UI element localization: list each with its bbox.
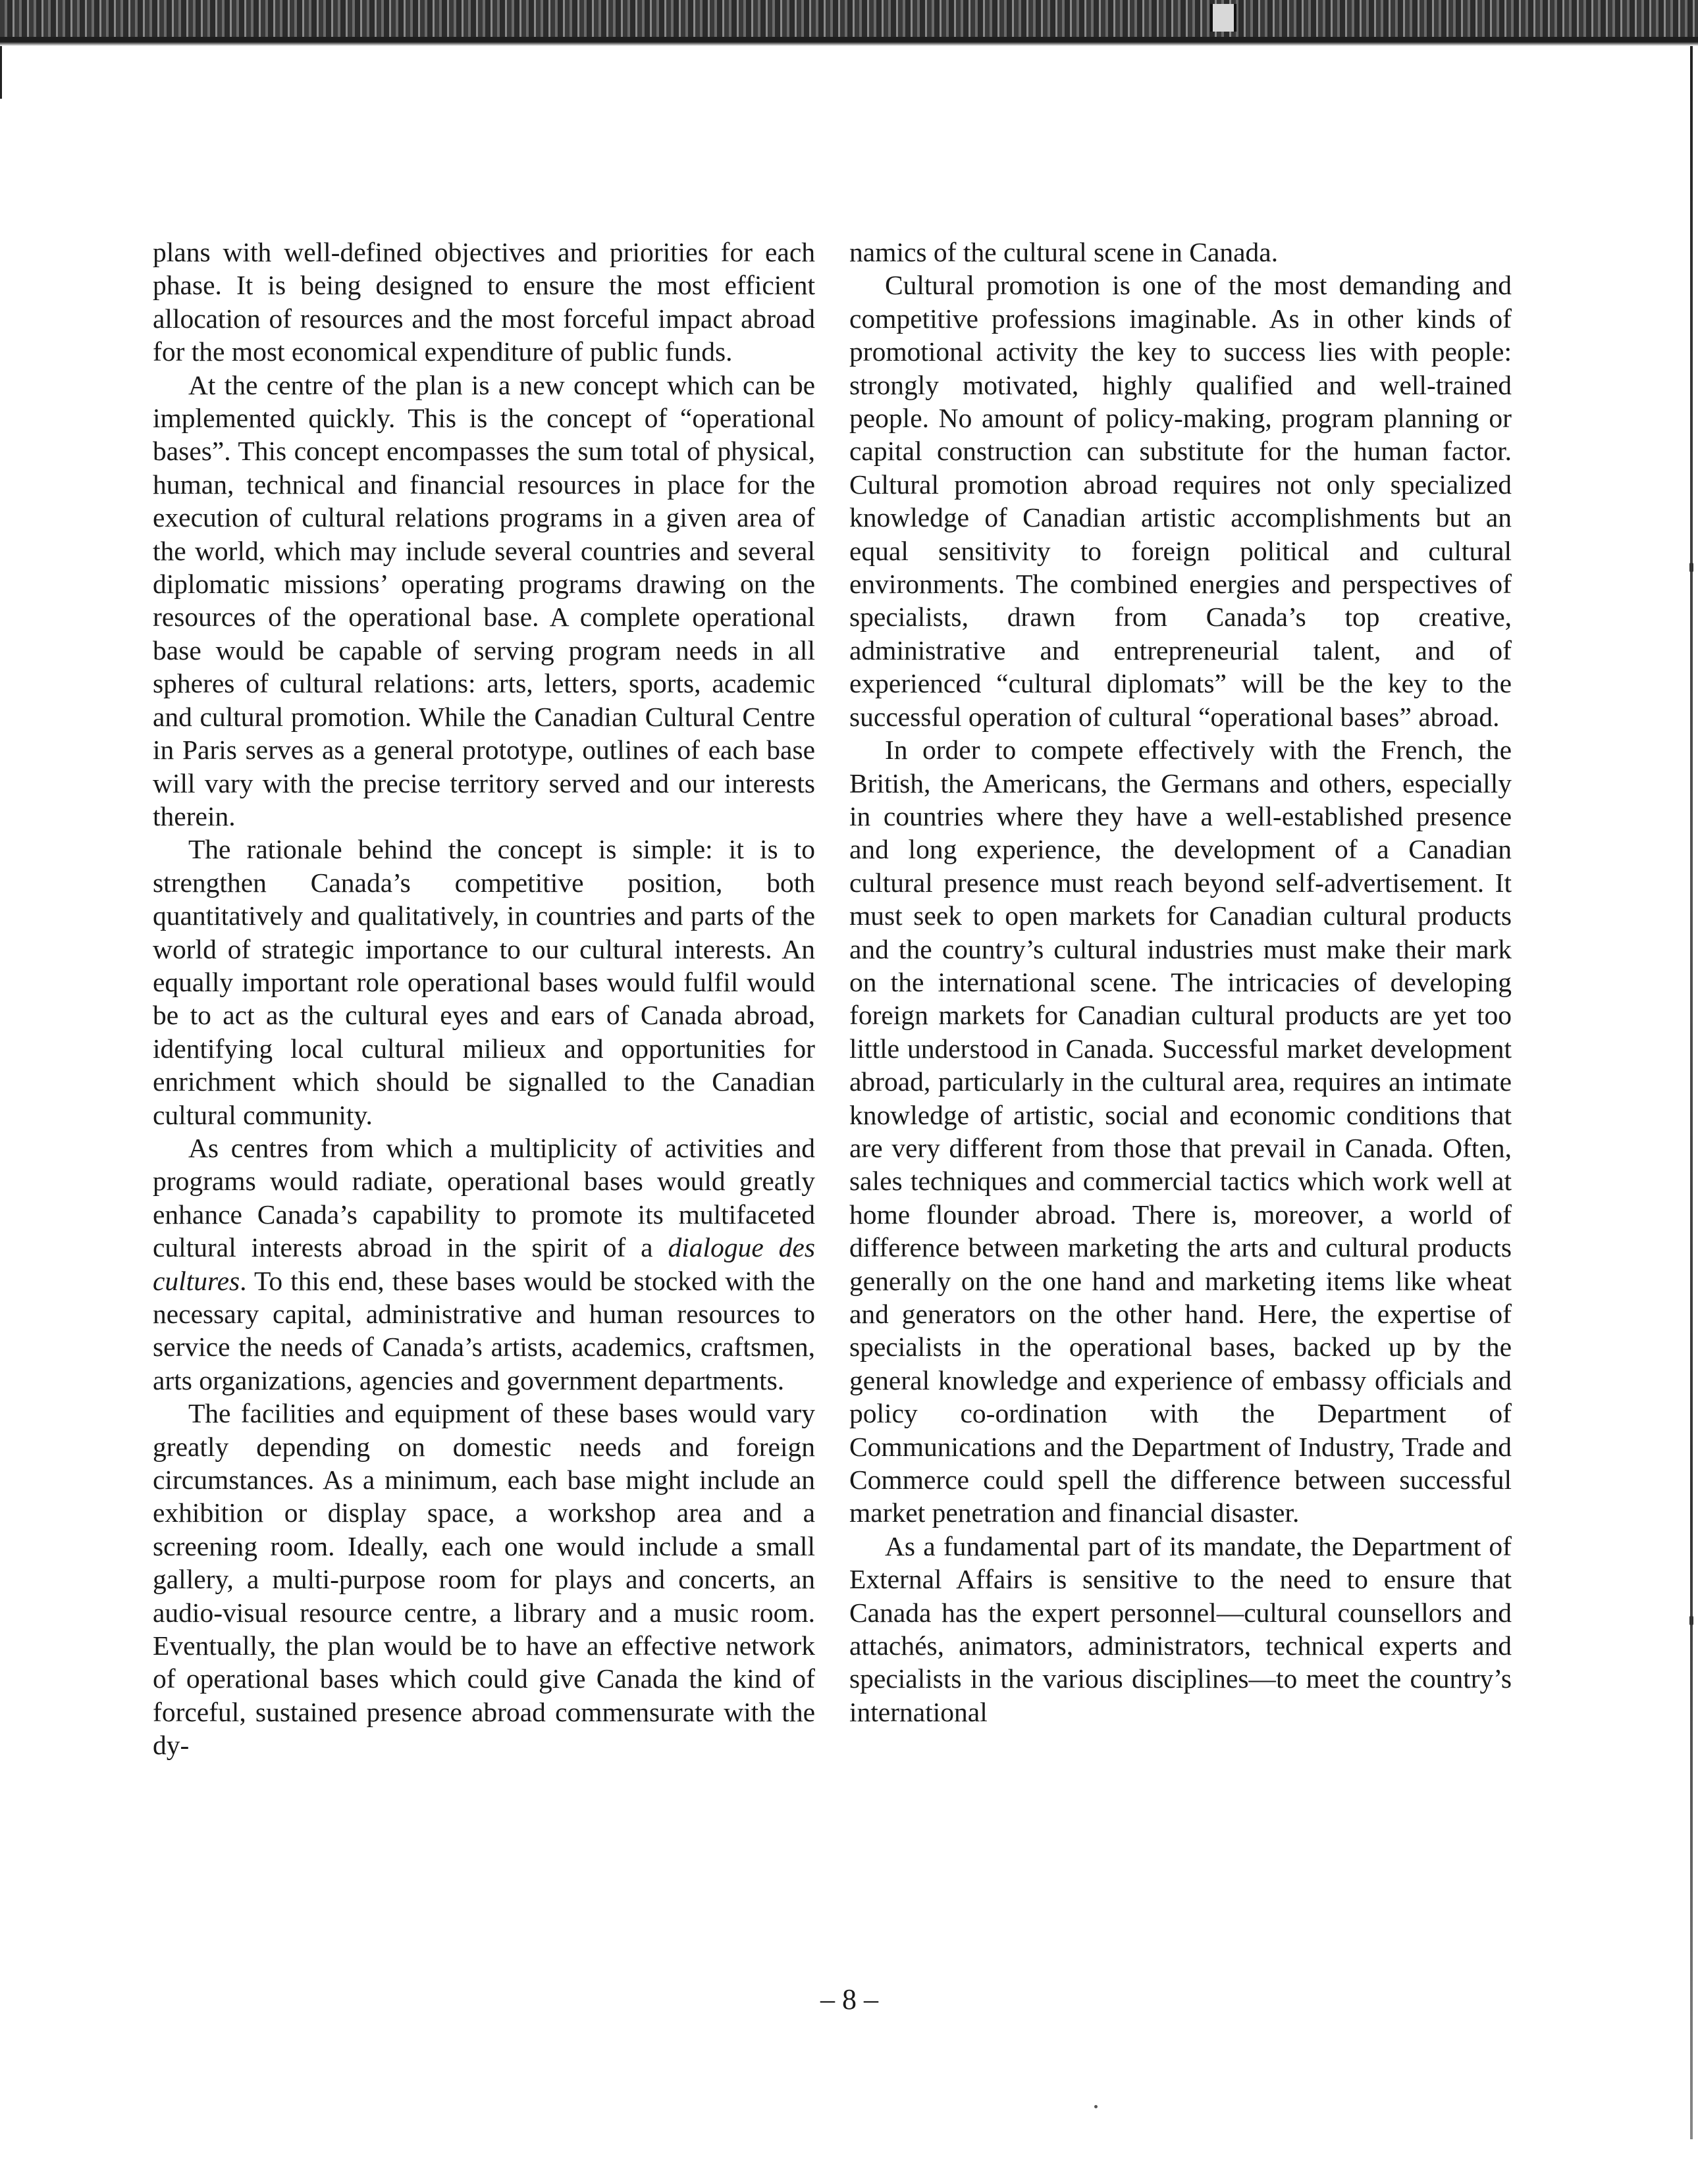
paragraph: At the centre of the plan is a new concept which can be implemented quickly. This is the concept of “operational bases”. This concept encompasses the sum total of physical, human, technical and financial resources in place for the execution of cultural relations programs in a given area of the world, which may include several countries and several diplomatic missions’ operating programs drawing on the resources of the operational base. A complete operational base would be capable of serving program needs in all spheres of cultural relations: arts, letters, sports, academic and cultural promotion. While the Canadian Cultural Centre in Paris serves as a general prototype, outlines of each base will vary with the precise territory served and our interests therein.: [153, 369, 815, 831]
page-number: – 8 –: [820, 1983, 878, 2015]
paragraph: In order to compete effectively with the French, the British, the Americans, the Germans and others, especially in countries where they have a well-established presence and long experience, the development of a Canadian cultural presence must reach beyond self-advertisement. It must seek to open markets for Canadian cultural products and the country’s cultural industries must make their mark on the international scene. The intricacies of developing foreign markets for Canadian cultural products are yet too little understood in Canada. Successful market development abroad, particularly in the cultural area, requires an intimate knowledge of artistic, social and economic conditions that are very different from those that prevail in Canada. Often, sales techniques and commercial tactics which work well at home flounder abroad. There is, moreover, a world of difference between marketing the arts and cultural products generally on the one hand and marketing items like wheat and generators on the other hand. Here, the expertise of specialists in the operational bases, backed up by the general knowledge and experience of embassy officials and policy co-ordination with the Department of Communications and the Department of Industry, Trade and Commerce could spell the difference between successful market penetration and financial disaster.: [849, 735, 1512, 1528]
scan-speck: [1689, 1616, 1693, 1625]
paragraph: plans with well-defined objectives and priorities for each phase. It is being designed to ensure the most efficient allocation of resources and the most forceful impact abroad for the most economical expenditure of public funds.: [153, 237, 815, 367]
italic-phrase: dialogue des cultures: [153, 1232, 815, 1296]
scan-artifact-mark: [1210, 4, 1236, 32]
paragraph: The facilities and equipment of these bases would vary greatly depending on domestic needs and foreign circumstances. As a minimum, each base might include an exhibition or display space, a workshop area and a screening room. Ideally, each one would include a small gallery, a multi-purpose room for plays and concerts, an audio-visual resource centre, a library and a music room. Eventually, the plan would be to have an effective network of operational bases which could give Canada the kind of forceful, sustained presence abroad commensurate with the dy-: [153, 1398, 815, 1761]
left-text-column: [153, 236, 815, 1762]
scan-speck: [1689, 563, 1693, 572]
scan-speck: [1094, 2105, 1098, 2108]
paragraph: As a fundamental part of its mandate, the Department of External Affairs is sensitive to the need to ensure that Canada has the expert personnel—cultural counsellors and attachés, animators, administrators, technical experts and specialists in the various disciplines—to meet the country’s international: [849, 1530, 1512, 1727]
paragraph: namics of the cultural scene in Canada.: [849, 237, 1279, 267]
paragraph-text: . To this end, these bases would be stocked with the necessary capital, administrative and human resources to service the needs of Canada’s artists, academics, craftsmen, arts organizations, agencies and government departments.: [153, 1265, 815, 1395]
right-text-column: [849, 236, 1512, 1729]
paragraph: [153, 1131, 815, 1397]
paragraph-text: As centres from which a multiplicity of activities and programs would radiate, operational bases would greatly enhance Canada’s capability to promote its multifaceted cultural interests abroad in the spirit of a: [153, 1132, 815, 1263]
scan-edge-right: [1690, 46, 1693, 2139]
scan-edge-left: [0, 46, 2, 99]
paragraph: Cultural promotion is one of the most demanding and competitive professions imaginable. As in other kinds of promotional activity the key to success lies with people: strongly motivated, highly qualified and well-trained people. No amount of policy-making, program planning or capital construction can substitute for the human factor. Cultural promotion abroad requires not only specialized knowledge of Canadian artistic accomplishments but an equal sensitivity to foreign political and cultural environments. The combined energies and perspectives of specialists, drawn from Canada’s top creative, administrative and entrepreneurial talent, and of experienced “cultural diplomats” will be the key to the successful operation of cultural “operational bases” abroad.: [849, 270, 1512, 732]
paragraph: The rationale behind the concept is simple: it is to strengthen Canada’s competitive position, both quantitatively and qualitatively, in countries and parts of the world of strategic importance to our cultural interests. An equally important role operational bases would fulfil would be to act as the cultural eyes and ears of Canada abroad, identifying local cultural milieux and opportunities for enrichment which should be signalled to the Canadian cultural community.: [153, 834, 815, 1130]
scan-border-top: [0, 0, 1698, 38]
